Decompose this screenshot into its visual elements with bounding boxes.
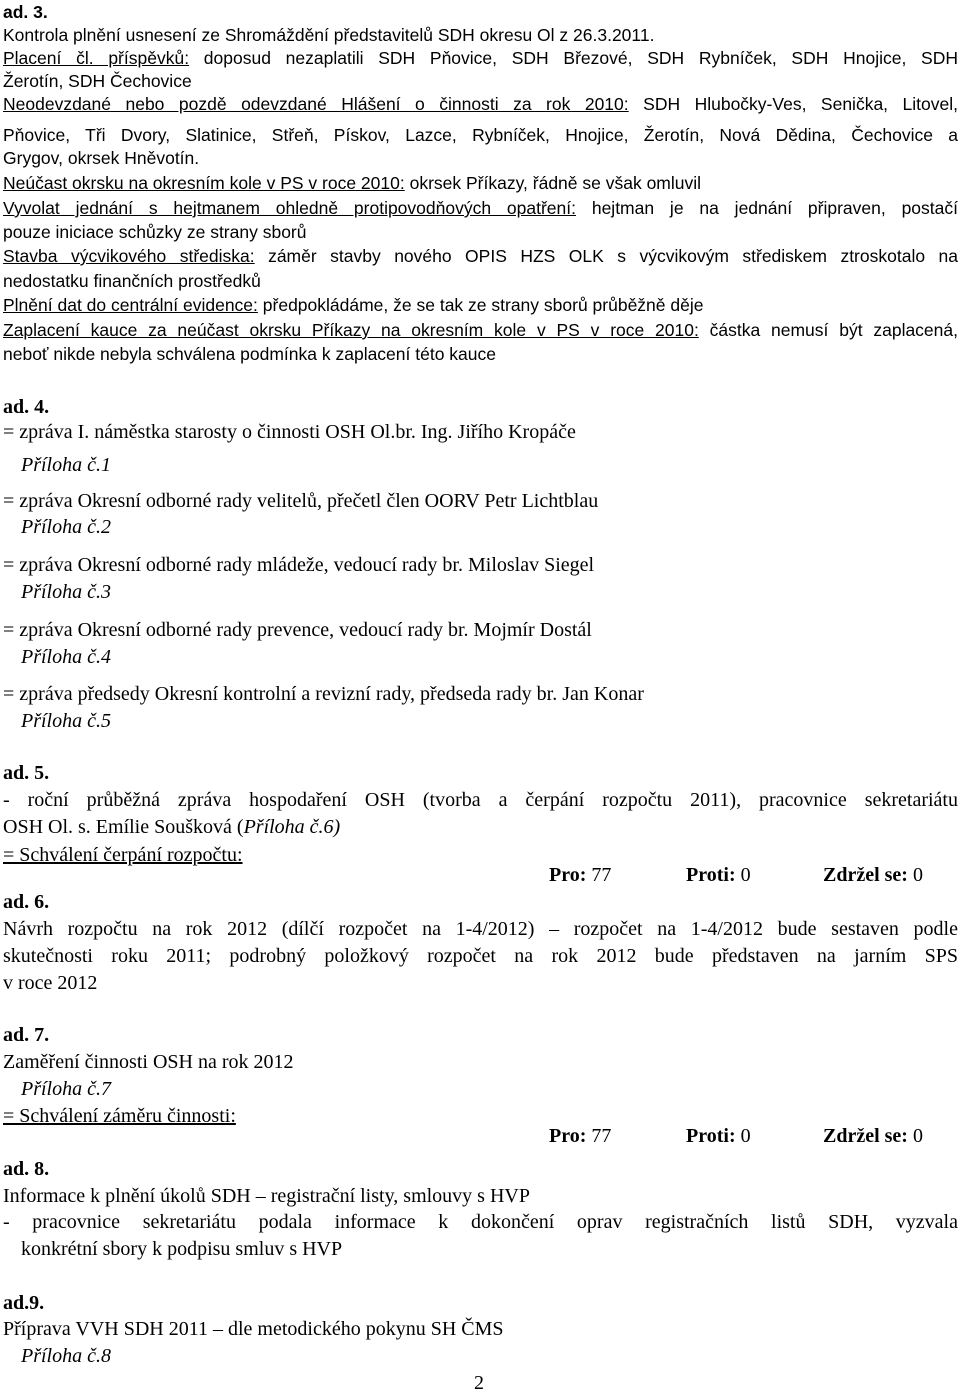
deposit-paragraph <box>3 319 958 342</box>
attachment-3: Příloha č.3 <box>21 581 111 603</box>
vote-label-budget: = Schválení čerpání rozpočtu: <box>3 844 243 866</box>
registration-detail-cont: konkrétní sbory k podpisu smluv s HVP <box>21 1238 343 1260</box>
attachment-7: Příloha č.7 <box>21 1078 111 1100</box>
training-paragraph <box>3 245 958 268</box>
deposit-text-cont: neboť nikde nebyla schválena podmínka k zaplacení této kauce <box>3 344 496 364</box>
budget-report-line-2 <box>3 814 340 841</box>
vote-proti-budget <box>686 862 751 889</box>
absence-text: okrsek Příkazy, řádně se však omluvil <box>409 173 702 193</box>
section-heading-9: ad.9. <box>3 1292 45 1314</box>
meeting-paragraph <box>3 197 958 220</box>
proti-value: 0 <box>740 864 751 886</box>
attachment-8: Příloha č.8 <box>21 1345 111 1367</box>
section-heading-8: ad. 8. <box>3 1158 50 1180</box>
vote-label-activity: = Schválení záměru činnosti: <box>3 1105 236 1127</box>
vote-pro-activity <box>549 1123 611 1150</box>
pro-value: 77 <box>591 1125 612 1147</box>
attachment-4: Příloha č.4 <box>21 646 111 668</box>
fee-label: Placení čl. příspěvků: <box>3 48 190 68</box>
data-paragraph <box>3 294 703 317</box>
training-text-cont: nedostatku finančních prostředků <box>3 271 261 291</box>
report-paragraph <box>3 93 958 116</box>
proti-value: 0 <box>740 1125 751 1147</box>
report-item-2: = zpráva Okresní odborné rady velitelů, přečetl člen OORV Petr Lichtblau <box>3 490 599 512</box>
pro-value: 77 <box>591 864 612 886</box>
meeting-label: Vyvolat jednání s hejtmanem ohledně protipovodňových opatření: <box>3 198 576 218</box>
vote-zdrzel-budget <box>823 862 923 889</box>
meeting-text: hejtman je na jednání připraven, postačí <box>591 198 958 218</box>
zdrzel-label: Zdržel se: <box>823 1125 908 1147</box>
report-item-3: = zpráva Okresní odborné rady mládeže, vedoucí rady br. Miloslav Siegel <box>3 554 595 576</box>
vote-zdrzel-activity <box>823 1123 923 1150</box>
page-number: 2 <box>474 1372 484 1394</box>
pro-label: Pro: <box>549 864 587 886</box>
fee-text: doposud nezaplatili SDH Pňovice, SDH Březové, SDH Rybníček, SDH Hnojice, SDH <box>203 48 958 68</box>
registration-detail-line: - pracovnice sekretariátu podala informace k dokončení oprav registračních listů SDH, vyzvala <box>3 1211 958 1233</box>
budget-plan-line-3: v roce 2012 <box>3 972 98 994</box>
section-title-3: Kontrola plnění usnesení ze Shromáždění představitelů SDH okresu Ol z 26.3.2011. <box>3 25 655 45</box>
section-heading-3: ad. 3. <box>3 2 48 22</box>
report-item-1: = zpráva I. náměstka starosty o činnosti OSH Ol.br. Ing. Jiřího Kropáče <box>3 421 576 443</box>
attachment-2: Příloha č.2 <box>21 516 111 538</box>
fee-text-cont: Žerotín, SDH Čechovice <box>3 71 192 91</box>
section-heading-4: ad. 4. <box>3 396 50 418</box>
vote-pro-budget <box>549 862 611 889</box>
attachment-1: Příloha č.1 <box>21 454 111 476</box>
section-heading-5: ad. 5. <box>3 762 50 784</box>
fee-paragraph <box>3 47 958 70</box>
proti-label: Proti: <box>686 864 736 886</box>
report-text-cont: Pňovice, Tři Dvory, Slatinice, Střeň, Pískov, Lazce, Rybníček, Hnojice, Žerotín, Nová Dědina, Čechovice a <box>3 125 958 145</box>
proti-label: Proti: <box>686 1125 736 1147</box>
report-label: Neodevzdané nebo pozdě odevzdané Hlášení o činnosti za rok 2010: <box>3 94 629 114</box>
vote-proti-activity <box>686 1123 751 1150</box>
data-label: Plnění dat do centrální evidence: <box>3 295 258 315</box>
budget-report-line: - roční průběžná zpráva hospodaření OSH (tvorba a čerpání rozpočtu 2011), pracovnice sekretariátu <box>3 789 958 811</box>
training-label: Stavba výcvikového střediska: <box>3 246 255 266</box>
meeting-text-cont: pouze iniciace schůzky ze strany sborů <box>3 222 307 242</box>
deposit-text: částka nemusí být zaplacená, <box>709 320 958 340</box>
report-item-5: = zpráva předsedy Okresní kontrolní a revizní rady, předseda rady br. Jan Konar <box>3 683 644 705</box>
report-text-end: Grygov, okrsek Hněvotín. <box>3 148 200 168</box>
budget-plan-line-2: skutečnosti roku 2011; podrobný položkový rozpočet na rok 2012 bude představen na jarním SPS <box>3 945 958 967</box>
attachment-6: Příloha č.6) <box>243 816 341 838</box>
deposit-label: Zaplacení kauce za neúčast okrsku Příkazy na okresním kole v PS v roce 2010: <box>3 320 699 340</box>
report-item-4: = zpráva Okresní odborné rady prevence, vedoucí rady br. Mojmír Dostál <box>3 619 592 641</box>
absence-label: Neúčast okrsku na okresním kole v PS v roce 2010: <box>3 173 405 193</box>
zdrzel-value: 0 <box>912 864 923 886</box>
training-text: záměr stavby nového OPIS HZS OLK s výcvikovým střediskem ztroskotalo na <box>268 246 958 266</box>
report-text: SDH Hlubočky-Ves, Senička, Litovel, <box>643 94 958 114</box>
section-heading-6: ad. 6. <box>3 891 50 913</box>
vvh-prep-line: Příprava VVH SDH 2011 – dle metodického pokynu SH ČMS <box>3 1318 504 1340</box>
zdrzel-label: Zdržel se: <box>823 864 908 886</box>
data-text: předpokládáme, že se tak ze strany sborů průběžně děje <box>262 295 704 315</box>
registration-info-line: Informace k plnění úkolů SDH – registrační listy, smlouvy s HVP <box>3 1185 530 1207</box>
budget-report-author: OSH Ol. s. Emílie Soušková ( <box>3 816 244 838</box>
attachment-5: Příloha č.5 <box>21 710 111 732</box>
absence-paragraph <box>3 172 701 195</box>
budget-plan-line-1: Návrh rozpočtu na rok 2012 (dílčí rozpočet na 1-4/2012) – rozpočet na 1-4/2012 bude sestaven podle <box>3 918 958 940</box>
section-heading-7: ad. 7. <box>3 1024 50 1046</box>
zdrzel-value: 0 <box>912 1125 923 1147</box>
activity-focus-line: Zaměření činnosti OSH na rok 2012 <box>3 1051 294 1073</box>
pro-label: Pro: <box>549 1125 587 1147</box>
